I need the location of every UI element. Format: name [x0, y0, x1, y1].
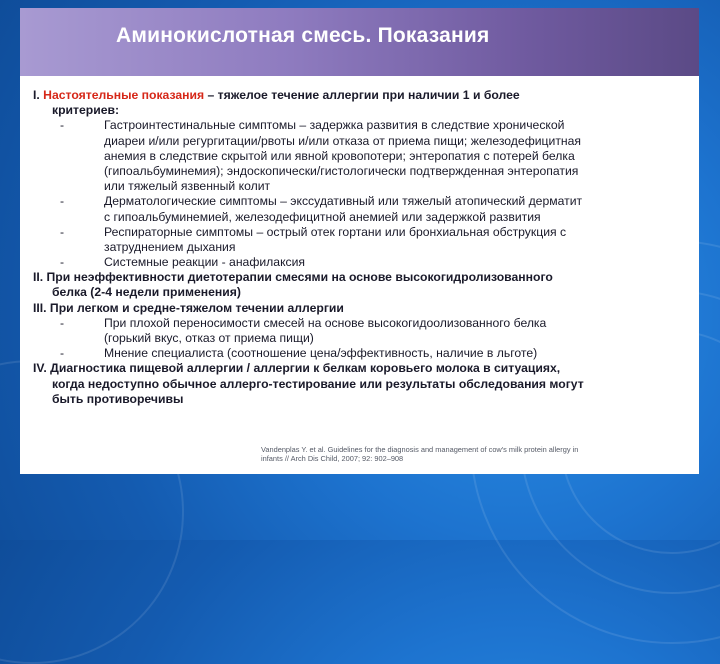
list-item: [33, 194, 695, 209]
title-bar: [20, 8, 699, 76]
section-1-heading-line2: критериев:: [52, 103, 120, 118]
reference-citation: [261, 445, 691, 463]
section-1-heading: [33, 88, 695, 103]
reference-line-2: infants // Arch Dis Child, 2007; 92: 902–908: [261, 454, 404, 463]
bullet-marker: -: [60, 315, 65, 330]
list-item: [33, 255, 695, 270]
slide-title: Аминокислотная смесь. Показания: [116, 24, 490, 47]
list-item-text: Мнение специалиста (соотношение цена/эффективность, наличие в льготе): [104, 346, 538, 361]
bullet-marker: -: [60, 255, 65, 270]
section-4-heading-line3: быть противоречивы: [52, 391, 184, 406]
list-item-text: с гипоальбуминемией, железодефицитной анемией или задержкой развития: [104, 209, 541, 224]
list-item-text: Респираторные симптомы – острый отек гортани или бронхиальная обструкция с: [104, 224, 567, 239]
list-item-text: анемия в следствие скрытой или явной кровопотери; энтеропатия с потерей белка: [104, 148, 575, 163]
section-4-heading: IV. Диагностика пищевой аллергии / аллергии к белкам коровьего молока в ситуациях,: [33, 361, 561, 376]
list-item-text: или тяжелый язвенный колит: [104, 179, 271, 194]
list-item: [33, 316, 695, 331]
bullet-marker: -: [60, 118, 65, 133]
slide-panel: [20, 8, 699, 474]
section-4-heading-line2: когда недоступно обычное аллерго-тестирование или результаты обследования могут: [52, 376, 584, 391]
section-1-heading-rest: – тяжелое течение аллергии при наличии 1 и более: [204, 88, 520, 102]
list-item-text: Системные реакции - анафилаксия: [104, 255, 306, 270]
list-item-text: затруднением дыхания: [104, 239, 236, 254]
list-item-text: Дерматологические симптомы – экссудативный или тяжелый атопический дерматит: [104, 194, 583, 209]
list-item: [33, 118, 695, 133]
section-1-number: I.: [33, 88, 40, 102]
bullet-marker: -: [60, 224, 65, 239]
list-item-text: При плохой переносимости смесей на основе высокогидоолизованного белка: [104, 315, 547, 330]
section-3-heading: III. При легком и средне-тяжелом течении аллергии: [33, 300, 344, 315]
bullet-marker: -: [60, 346, 65, 361]
list-item: [33, 346, 695, 361]
reference-line-1: Vandenplas Y. et al. Guidelines for the diagnosis and management of cow's milk protein allergy in: [261, 445, 579, 454]
list-item-text: (горький вкус, отказ от приема пищи): [104, 331, 314, 345]
bullet-marker: -: [60, 194, 65, 209]
list-item-text: (гипоальбуминемия); эндоскопически/гистологически подтвержденная энтеропатия: [104, 163, 579, 178]
slide-content: [33, 88, 695, 407]
list-item-text: Гастроинтестинальные симптомы – задержка развития в следствие хронической: [104, 118, 565, 133]
list-item: [33, 225, 695, 240]
section-2-heading: II. При неэффективности диетотерапии смесями на основе высокогидролизованного: [33, 270, 553, 285]
section-1-red-label: Настоятельные показания: [43, 88, 205, 102]
list-item-text: диареи и/или регургитации/рвоты и/или отказа от приема пищи; железодефицитная: [104, 133, 582, 148]
section-2-heading-line2: белка (2-4 недели применения): [52, 285, 241, 300]
